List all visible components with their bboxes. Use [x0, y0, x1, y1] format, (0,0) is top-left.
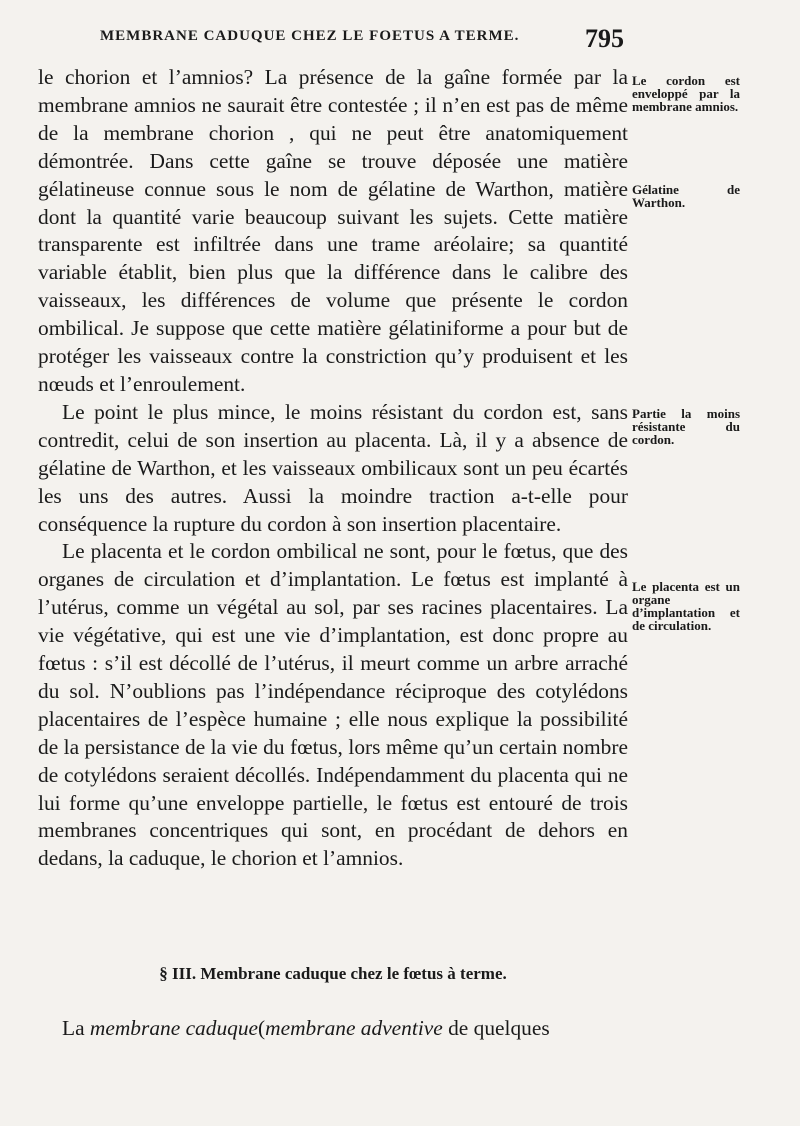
paragraph-1: le chorion et l’amnios? La présence de la gaîne formée par la membrane amnios ne saurait être contestée ; il n’en est pas de même de la membrane chorion , qui ne peut être anatomiquement démontrée. Dans cette gaîne se trouve déposée une matière gélatineuse connue sous le nom de gélatine de Warthon, matière dont la quantité varie beaucoup suivant les sujets. Cette matière transparente est infiltrée dans une trame aréolaire; sa quantité variable établit, bien plus que la différence dans le calibre des vaisseaux, les différences de volume que présente le cordon ombilical. Je suppose que cette matière gélatiniforme a pour but de protéger les vaisseaux contre la constriction qu’y produisent et les nœuds et l’enroulement. [38, 65, 628, 396]
line-paren: ( [258, 1016, 266, 1040]
page-number: 795 [585, 24, 624, 53]
paragraph-3: Le placenta et le cordon ombilical ne sont, pour le fœtus, que des organes de circulation et d’implantation. Le fœtus est implanté à l’utérus, comme un végétal au sol, par ses racines placentaires. La vie végétative, qui est une vie d’implantation, est donc propre au fœtus : s’il est décollé de l’utérus, il meurt comme un arbre arraché du sol. N’oublions pas l’indépendance réciproque des cotylédons placentaires de l’espèce humaine ; elle nous explique la possibilité de la persistance de la vie du fœtus, lors même qu’un certain nombre de cotylédons seraient décollés. Indépendamment du placenta qui ne lui forme qu’une enveloppe partielle, le fœtus est entouré de trois membranes concentriques qui sont, en procédant de dehors en dedans, la caduque, le chorion et l’amnios. [38, 539, 628, 871]
line-tail: de quelques [442, 1016, 550, 1040]
running-head: MEMBRANE CADUQUE CHEZ LE FOETUS A TERME. [100, 28, 520, 44]
term-membrane-caduque: membrane caduque [89, 1016, 259, 1040]
margin-note-partie: Partie la moins résistante du cordon. [632, 406, 740, 447]
term-membrane-adventive: membrane adventive [265, 1016, 443, 1040]
line-lead: La [62, 1016, 90, 1040]
section-opening-line [38, 1016, 628, 1041]
margin-note-cordon: Le cordon est enveloppé par la membrane amnios. [632, 73, 740, 114]
margin-note-placenta: Le placenta est un organe d’implantation et de circulation. [632, 579, 740, 633]
section-heading: § III. Membrane caduque chez le fœtus à terme. [159, 964, 507, 983]
paragraph-2: Le point le plus mince, le moins résistant du cordon est, sans contredit, celui de son insertion au placenta. Là, il y a absence de gélatine de Warthon, et les vaisseaux ombilicaux sont un peu écartés les uns des autres. Aussi la moindre traction a-t-elle pour conséquence la rupture du cordon à son insertion placentaire. [38, 399, 628, 536]
body-text [38, 64, 628, 873]
margin-note-gelatine: Gélatine de Warthon. [632, 182, 740, 210]
